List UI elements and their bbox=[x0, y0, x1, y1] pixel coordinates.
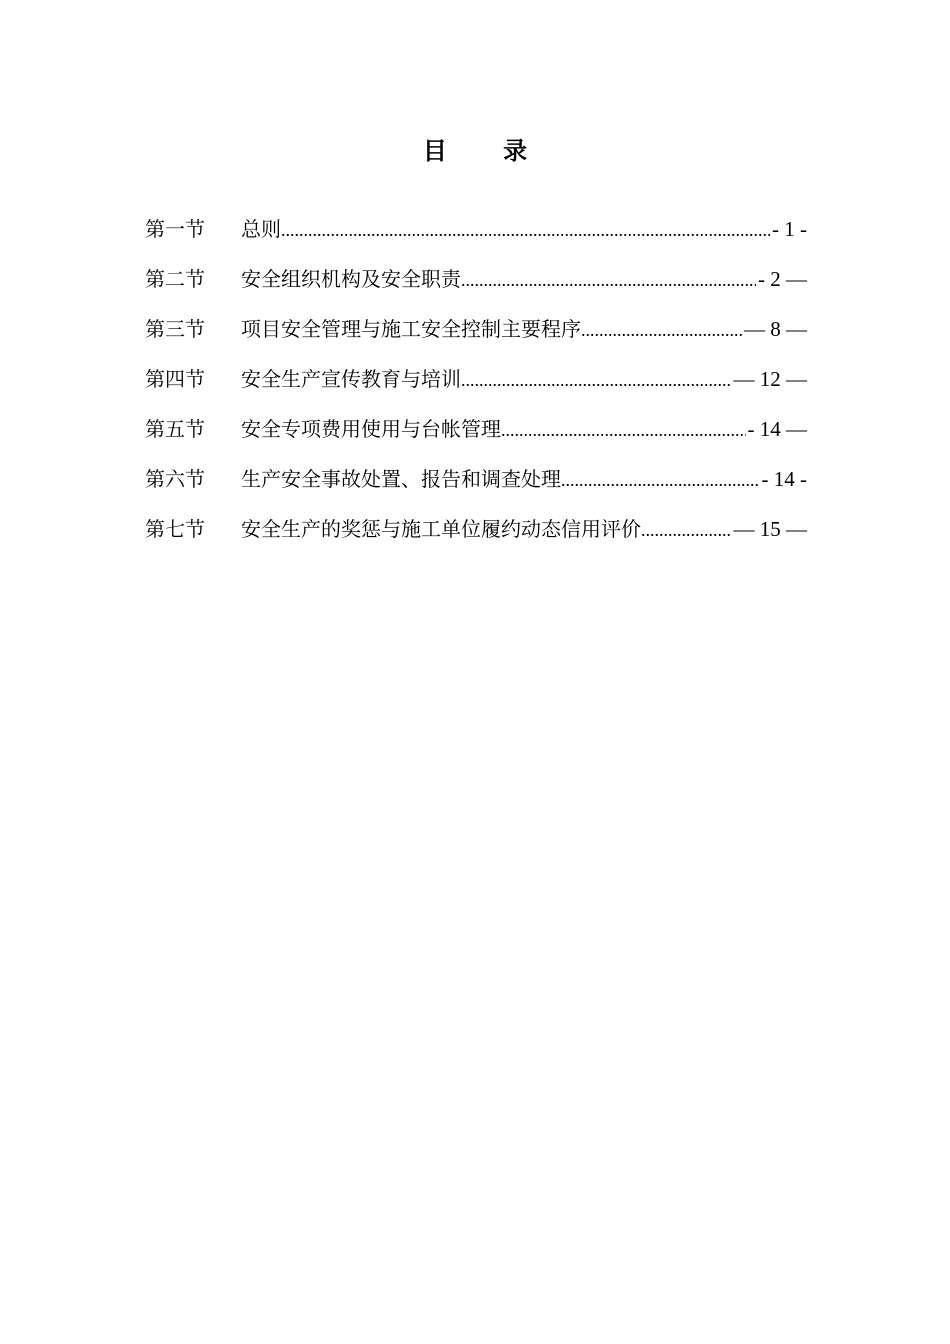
toc-section-number: 第五节 bbox=[145, 417, 205, 441]
toc-entry[interactable] bbox=[145, 411, 807, 461]
toc-heading: 安全组织机构及安全职责 bbox=[241, 267, 461, 291]
toc-page-number: - 14 - bbox=[761, 467, 807, 491]
toc-section-number: 第七节 bbox=[145, 517, 205, 541]
toc-entry[interactable] bbox=[145, 461, 807, 511]
toc-heading: 项目安全管理与施工安全控制主要程序 bbox=[241, 317, 581, 341]
toc-page-number: - 2 — bbox=[758, 267, 807, 291]
toc-dot-leader bbox=[561, 462, 760, 498]
toc-entry[interactable] bbox=[145, 311, 807, 361]
toc-section-number: 第三节 bbox=[145, 317, 205, 341]
toc-section-number: 第六节 bbox=[145, 467, 205, 491]
toc-list bbox=[145, 211, 807, 561]
toc-entry[interactable] bbox=[145, 511, 807, 561]
toc-section-number: 第二节 bbox=[145, 267, 205, 291]
toc-heading: 安全生产的奖惩与施工单位履约动态信用评价 bbox=[241, 517, 641, 541]
toc-dot-leader bbox=[461, 262, 756, 298]
toc-entry[interactable] bbox=[145, 361, 807, 411]
toc-dot-leader bbox=[641, 512, 732, 548]
toc-section-number: 第四节 bbox=[145, 367, 205, 391]
toc-heading: 安全专项费用使用与台帐管理 bbox=[241, 417, 501, 441]
toc-page-number: - 14 — bbox=[747, 417, 807, 441]
toc-dot-leader bbox=[281, 212, 770, 248]
toc-dot-leader bbox=[581, 312, 742, 348]
toc-section-number: 第一节 bbox=[145, 217, 205, 241]
toc-page-number: - 1 - bbox=[772, 217, 807, 241]
toc-heading: 安全生产宣传教育与培训 bbox=[241, 367, 461, 391]
toc-dot-leader bbox=[501, 412, 746, 448]
toc-page-number: — 8 — bbox=[744, 317, 807, 341]
toc-page-number: — 12 — bbox=[733, 367, 807, 391]
toc-page-number: — 15 — bbox=[733, 517, 807, 541]
toc-entry[interactable] bbox=[145, 261, 807, 311]
toc-dot-leader bbox=[461, 362, 732, 398]
toc-entry[interactable] bbox=[145, 211, 807, 261]
toc-heading: 生产安全事故处置、报告和调查处理 bbox=[241, 467, 561, 491]
toc-heading: 总则 bbox=[241, 217, 281, 241]
toc-title: 目 录 bbox=[422, 136, 552, 165]
